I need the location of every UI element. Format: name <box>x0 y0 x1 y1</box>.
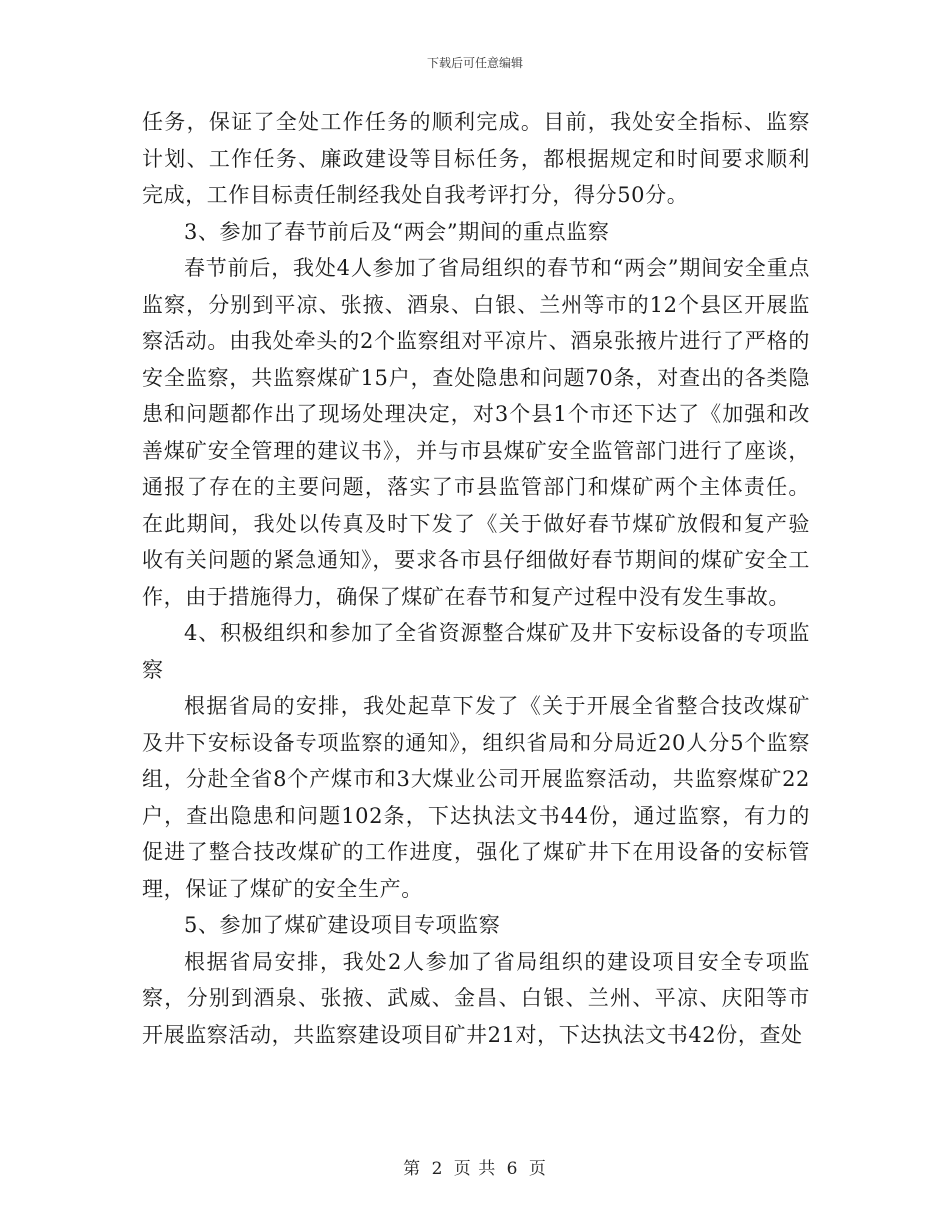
footer-prefix: 第 <box>403 1159 422 1179</box>
footer-middle: 页 共 <box>453 1159 497 1179</box>
page-footer <box>0 1154 950 1179</box>
section-heading-4: 4、积极组织和参加了全省资源整合煤矿及井下安标设备的专项监察 <box>142 621 810 682</box>
section-heading-5: 5、参加了煤矿建设项目专项监察 <box>184 913 501 937</box>
document-body <box>142 104 810 1053</box>
paragraph-resource-integration-inspection: 根据省局的安排，我处起草下发了《关于开展全省整合技改煤矿及井下安标设备专项监察的通知》，组织省局和分局近20人分5个监察组，分赴全省8个产煤市和3大煤业公司开展监察活动，共监察煤矿22户，查出隐患和问题102条，下达执法文书44份，通过监察，有力的促进了整合技改煤矿的工作进度，强化了煤矿井下在用设备的安标管理，保证了煤矿的安全生产。 <box>142 694 810 901</box>
paragraph-continuation: 任务，保证了全处工作任务的顺利完成。目前，我处安全指标、监察计划、工作任务、廉政建设等目标任务，都根据规定和时间要求顺利完成，工作目标责任制经我处自我考评打分，得分50分。 <box>142 110 810 207</box>
header-note: 下载后可任意编辑 <box>426 56 523 70</box>
footer-suffix: 页 <box>528 1159 547 1179</box>
total-page-count: 6 <box>506 1159 519 1179</box>
paragraph-construction-project-inspection: 根据省局安排，我处2人参加了省局组织的建设项目安全专项监察，分别到酒泉、张掖、武威、金昌、白银、兰州、平凉、庆阳等市开展监察活动，共监察建设项目矿井21对，下达执法文书42份，查处 <box>142 949 810 1047</box>
current-page-number: 2 <box>431 1159 444 1179</box>
section-heading-3: 3、参加了春节前后及“两会”期间的重点监察 <box>184 219 610 244</box>
paragraph-spring-festival-inspection: 春节前后，我处4人参加了省局组织的春节和“两会”期间安全重点监察，分别到平凉、张掖、酒泉、白银、兰州等市的12个县区开展监察活动。由我处牵头的2个监察组对平凉片、酒泉张掖片进行了严格的安全监察，共监察煤矿15户，查处隐患和问题70条，对查出的各类隐患和问题都作出了现场处理决定，对3个县1个市还下达了《加强和改善煤矿安全管理的建议书》，并与市县煤矿安全监管部门进行了座谈，通报了存在的主要问题，落实了市县监管部门和煤矿两个主体责任。在此期间，我处以传真及时下发了《关于做好春节煤矿放假和复产验收有关问题的紧急通知》，要求各市县仔细做好春节期间的煤矿安全工作，由于措施得力，确保了煤矿在春节和复产过程中没有发生事故。 <box>142 256 810 609</box>
